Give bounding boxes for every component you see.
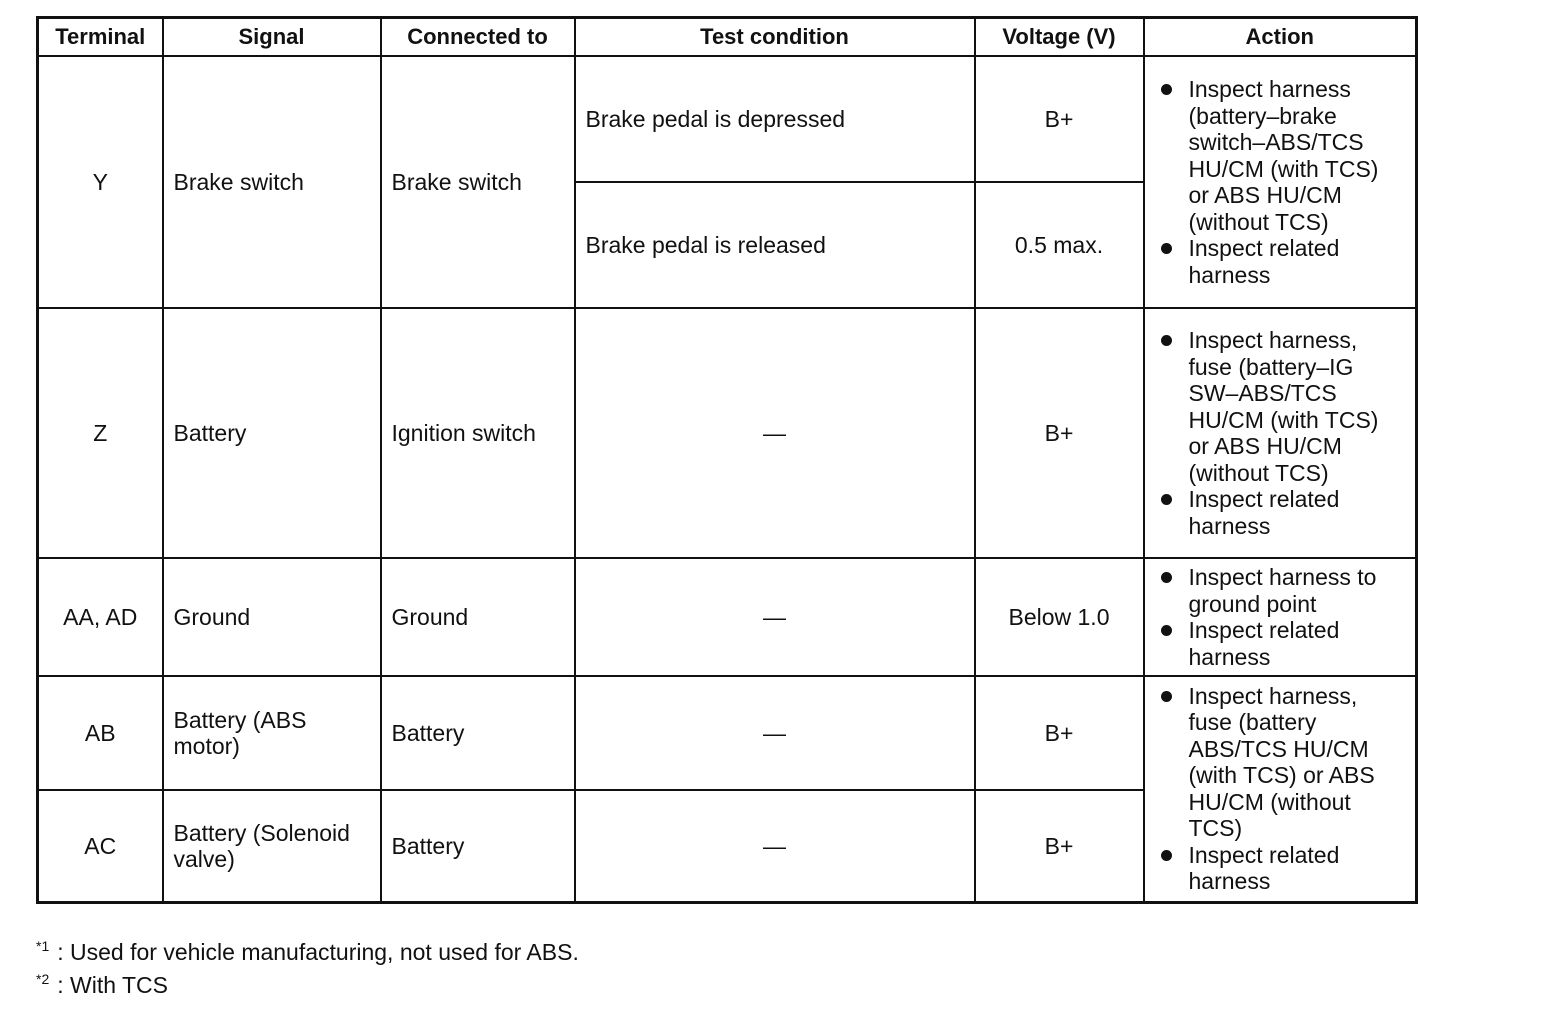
header-signal: Signal xyxy=(163,18,381,57)
header-test-condition: Test condition xyxy=(575,18,975,57)
footnote-mark: *2 xyxy=(36,971,50,987)
action-cell xyxy=(1144,676,1417,902)
table-row-ab xyxy=(38,676,1417,790)
voltage-cell: Below 1.0 xyxy=(975,558,1144,676)
footnotes xyxy=(36,930,579,996)
connected-to-cell: Battery xyxy=(381,676,575,790)
action-item: Inspect harness to ground point xyxy=(1155,564,1406,617)
test-condition-cell: — xyxy=(575,558,975,676)
bullet-icon xyxy=(1161,625,1172,636)
action-list xyxy=(1155,683,1406,895)
action-item: Inspect harness, fuse (battery–IG SW–ABS/TCS HU/CM (with TCS) or ABS HU/CM (without TCS) xyxy=(1155,327,1406,486)
bullet-icon xyxy=(1161,243,1172,254)
terminal-voltage-table xyxy=(36,16,1418,904)
signal-cell: Battery (Solenoid valve) xyxy=(163,790,381,902)
terminal-cell: AA, AD xyxy=(38,558,163,676)
voltage-cell: B+ xyxy=(975,56,1144,182)
action-item: Inspect harness, fuse (battery ABS/TCS HU/CM (with TCS) or ABS HU/CM (without TCS) xyxy=(1155,683,1406,842)
bullet-icon xyxy=(1161,850,1172,861)
terminal-cell: AC xyxy=(38,790,163,902)
test-condition-cell: — xyxy=(575,308,975,558)
connected-to-cell: Battery xyxy=(381,790,575,902)
bullet-icon xyxy=(1161,691,1172,702)
table-row-z xyxy=(38,308,1417,558)
test-condition-cell: Brake pedal is depressed xyxy=(575,56,975,182)
footnote-1 xyxy=(36,930,579,963)
footnote-text: : Used for vehicle manufacturing, not used for ABS. xyxy=(57,939,579,965)
bullet-icon xyxy=(1161,572,1172,583)
action-item: Inspect related harness xyxy=(1155,617,1406,670)
terminal-cell: Y xyxy=(38,56,163,308)
action-cell xyxy=(1144,308,1417,558)
connected-to-cell: Ignition switch xyxy=(381,308,575,558)
header-connected-to: Connected to xyxy=(381,18,575,57)
action-list xyxy=(1155,76,1406,288)
test-condition-cell: Brake pedal is released xyxy=(575,182,975,308)
header-row xyxy=(38,18,1417,57)
signal-cell: Ground xyxy=(163,558,381,676)
action-item: Inspect related harness xyxy=(1155,235,1406,288)
action-item: Inspect related harness xyxy=(1155,486,1406,539)
header-terminal: Terminal xyxy=(38,18,163,57)
signal-cell: Battery xyxy=(163,308,381,558)
action-cell xyxy=(1144,558,1417,676)
header-action: Action xyxy=(1144,18,1417,57)
bullet-icon xyxy=(1161,335,1172,346)
terminal-cell: AB xyxy=(38,676,163,790)
table-row-aa-ad xyxy=(38,558,1417,676)
header-voltage: Voltage (V) xyxy=(975,18,1144,57)
connected-to-cell: Ground xyxy=(381,558,575,676)
voltage-cell: 0.5 max. xyxy=(975,182,1144,308)
test-condition-cell: — xyxy=(575,790,975,902)
voltage-cell: B+ xyxy=(975,790,1144,902)
footnote-mark: *1 xyxy=(36,938,50,954)
bullet-icon xyxy=(1161,494,1172,505)
connected-to-cell: Brake switch xyxy=(381,56,575,308)
test-condition-cell: — xyxy=(575,676,975,790)
action-list xyxy=(1155,327,1406,539)
voltage-cell: B+ xyxy=(975,308,1144,558)
action-cell xyxy=(1144,56,1417,308)
footnote-text: : With TCS xyxy=(57,972,168,998)
action-list xyxy=(1155,564,1406,670)
voltage-cell: B+ xyxy=(975,676,1144,790)
action-item: Inspect related harness xyxy=(1155,842,1406,895)
footnote-2 xyxy=(36,963,579,996)
table-row-y xyxy=(38,56,1417,182)
signal-cell: Brake switch xyxy=(163,56,381,308)
terminal-cell: Z xyxy=(38,308,163,558)
signal-cell: Battery (ABS motor) xyxy=(163,676,381,790)
action-item: Inspect harness (battery–brake switch–ABS/TCS HU/CM (with TCS) or ABS HU/CM (without TCS) xyxy=(1155,76,1406,235)
bullet-icon xyxy=(1161,84,1172,95)
